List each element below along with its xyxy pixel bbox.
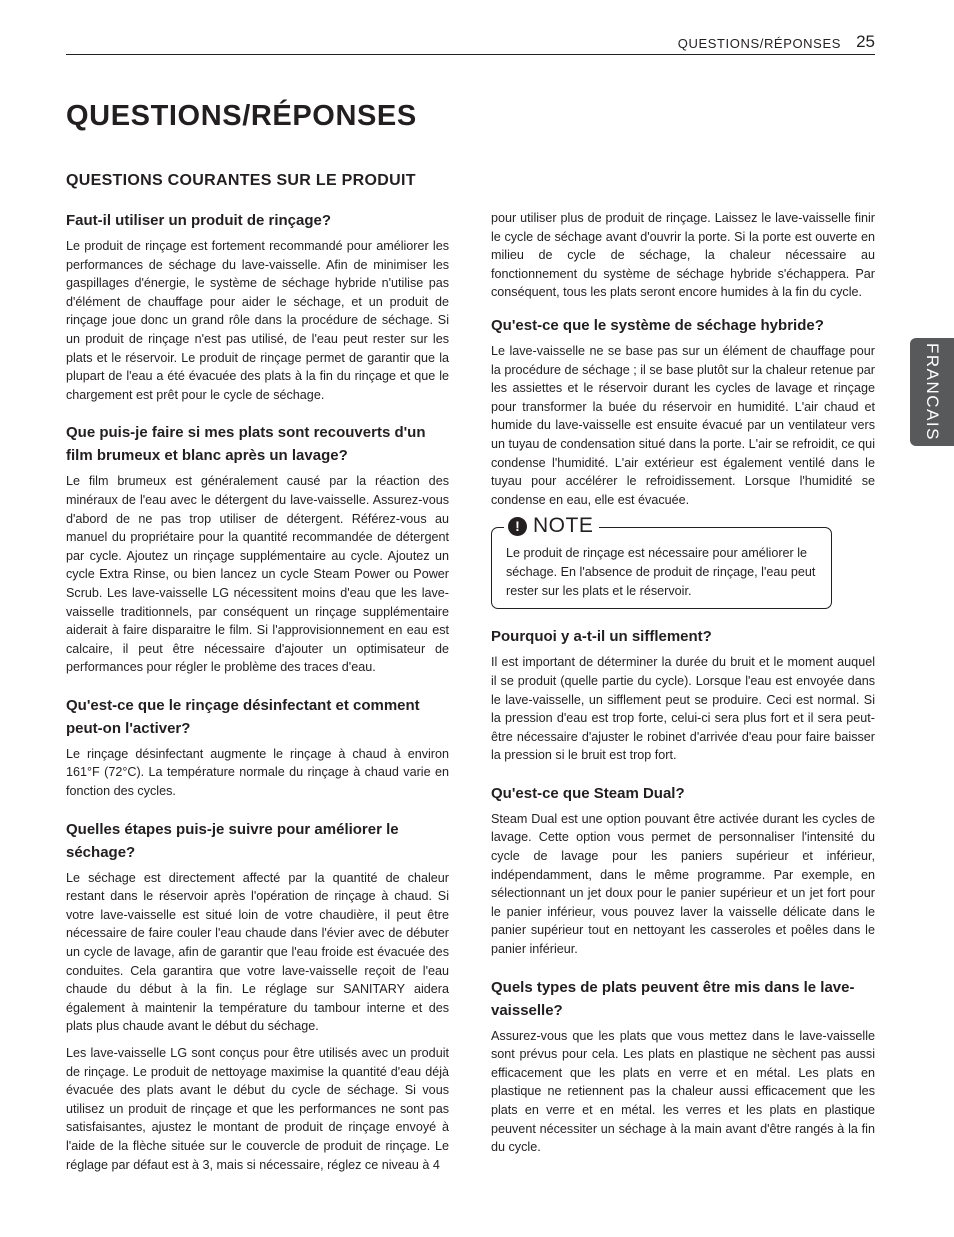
question-heading: Quels types de plats peuvent être mis dans le lave-vaisselle?: [491, 978, 855, 1019]
right-column: [491, 209, 875, 1174]
question-heading: Faut-il utiliser un produit de rinçage?: [66, 212, 332, 229]
answer-text: Les lave-vaisselle LG sont conçus pour être utilisés avec un produit de rinçage. Le produit de nettoyage maximise la quantité d'eau déjà évacuée des plats avant le début du cycle de séchage. Si vous utilisez un produit de rinçage et que les performances ne sont pas satisfaisantes, ajustez le montant de produit de rinçage envoyé à l'aide de la flèche située sur le couvercle de produit de rinçage. Le réglage par défaut est à 3, mais si nécessaire, réglez ce niveau à 4: [66, 1046, 449, 1172]
note-text: Le produit de rinçage est nécessaire pour améliorer le séchage. En l'absence de produit de rinçage, l'eau peut rester sur les plats et le réservoir.: [506, 546, 816, 598]
answer-text: Steam Dual est une option pouvant être activée durant les cycles de lavage. Cette option vous permet de personnaliser l'intensité du cycle de lavage pour les paniers supérieur et inférieur, indépendamment, dans le même programme. Par exemple, en sélectionnant un jet doux pour le panier supérieur et un jet fort pour le panier inférieur, vous pouvez laver la vaisselle délicate dans le panier supérieur tout en nettoyant les casseroles et poêles dans le panier inférieur.: [491, 811, 875, 957]
page-number: 25: [856, 32, 875, 51]
question-heading: Que puis-je faire si mes plats sont recouverts d'un film brumeux et blanc après un lavage?: [66, 424, 426, 465]
answer-text: Le séchage est directement affecté par la quantité de chaleur restant dans le réservoir après l'opération de rinçage à chaud. Si votre lave-vaisselle est situé loin de votre chaudière, il peut être nécessaire de faire couler l'eau chaude dans l'évier avec de débuter un cycle de lavage, afin de garantir que l'eau froide est évacuée des conduites. Cela garantira que votre lave-vaisselle reçoit de l'eau chaude du début à la fin. Le réglage sur SANITARY aidera également à maintenir la température du tambour interne et des plats plus chaude avant le début du séchage.: [66, 870, 449, 1034]
answer-text: Le film brumeux est généralement causé par la réaction des minéraux de l'eau avec le détergent du lave-vaisselle. Assurez-vous d'abord de ne pas trop utiliser de détergent. Référez-vous au manuel du propriétaire pour la quantité recommandée de détergent par cycle. Ajoutez un rinçage supplémentaire au cycle. Ajoutez un cycle Extra Rinse, ou bien lancez un cycle Steam Power ou Power Scrub. Les lave-vaisselle LG nécessitent moins d'eau que les lave-vaisselle traditionnels, par conséquent un rinçage supplémentaire aiderait à faire disparaitre le film. Si l'approvisionnement en eau est calcaire, il peut être nécessaire d'ajouter un optimisateur de performances pour régler le problème des traces d'eau.: [66, 474, 449, 675]
language-side-tab: [910, 338, 954, 446]
section-subtitle: QUESTIONS COURANTES SUR LE PRODUIT: [66, 172, 416, 189]
answer-continuation: pour utiliser plus de produit de rinçage. Laissez le lave-vaisselle finir le cycle de séchage avant d'ouvrir la porte. Si la porte est ouverte en milieu de cycle de séchage, la chaleur nécessaire au fonctionnement du système de séchage hybride s'échappera. Par conséquent, tous les plats seront encore humides à la fin du cycle.: [491, 211, 875, 300]
question-heading: Pourquoi y a-t-il un sifflement?: [491, 628, 712, 646]
header-section-title: QUESTIONS/RÉPONSES: [677, 36, 841, 51]
question-heading: Qu'est-ce que Steam Dual?: [491, 784, 685, 802]
answer-text: Le lave-vaisselle ne se base pas sur un élément de chauffage pour la procédure de séchage ; il se base plutôt sur la chaleur retenue par les assiettes et le réservoir durant les cycles de lavage et rinçage pour transformer la buée du réservoir en humidité. L'air chaud et humide du lave-vaisselle est ensuite évacué par un ventilateur vers un tuyau de condensation situé dans la porte. L'air se refroidit, ce qui condense l'humidité. L'air extérieur est également ventilé dans le tuyau pour accélérer le refroidissement. Lorsque l'humidité se condense en eau, elle est évacuée.: [491, 343, 875, 507]
question-heading: Qu'est-ce que le système de séchage hybride?: [491, 316, 824, 334]
note-box: [491, 514, 832, 609]
page-title: QUESTIONS/RÉPONSES: [66, 100, 417, 132]
question-heading: Qu'est-ce que le rinçage désinfectant et comment peut-on l'activer?: [66, 696, 420, 737]
language-tab-label: FRANCAIS: [923, 343, 942, 441]
answer-text: Le rinçage désinfectant augmente le rinçage à chaud à environ 161°F (72°C). La température normale du rinçage à chaud varie en fonction des cycles.: [66, 746, 449, 799]
answer-text: Il est important de déterminer la durée du bruit et le moment auquel il se produit (quelle partie du cycle). Lorsque l'eau est envoyée dans le lave-vaisselle, un sifflement peut se produire. Ceci est normal. Si la pression d'eau est trop forte, celui-ci sera plus fort et il sera peut-être nécessaire d'ajuster le robinet d'arrivée d'eau pour faire baisser la pression si le bruit est trop fort.: [491, 655, 875, 763]
note-header: [504, 514, 599, 538]
note-label: NOTE: [533, 514, 594, 538]
page-header: [66, 32, 875, 55]
answer-text: Le produit de rinçage est fortement recommandé pour améliorer les performances de séchage du lave-vaisselle. Afin de minimiser les gaspillages d'énergie, le système de séchage hybride n'utilise pas d'élément de chauffage pour aider le séchage, et un produit de rinçage joue donc un grand rôle dans la procédure de séchage. Si un produit de rinçage n'est pas utilisé, de l'eau peut rester sur les plats et le réservoir. Le produit de rinçage permet de garantir que la plupart de l'eau a été évacuée des plats à la fin du rinçage et que le chargement est prêt pour le cycle de séchage.: [66, 239, 449, 402]
answer-text: Assurez-vous que les plats que vous mettez dans le lave-vaisselle sont prévus pour cela. Les plats en plastique ne sèchent pas aussi efficacement que les plats en verre et en métal. Les plats en plastique ne retiennent pas la chaleur aussi efficacement que les plats en verre et en métal. les verres et les plats en plastique peuvent nécessiter un séchage à la main avant d'être rangés à la fin du cycle.: [491, 1028, 875, 1155]
left-column: [66, 209, 449, 1191]
exclamation-icon: !: [508, 517, 527, 536]
question-heading: Quelles étapes puis-je suivre pour améliorer le séchage?: [66, 820, 399, 861]
